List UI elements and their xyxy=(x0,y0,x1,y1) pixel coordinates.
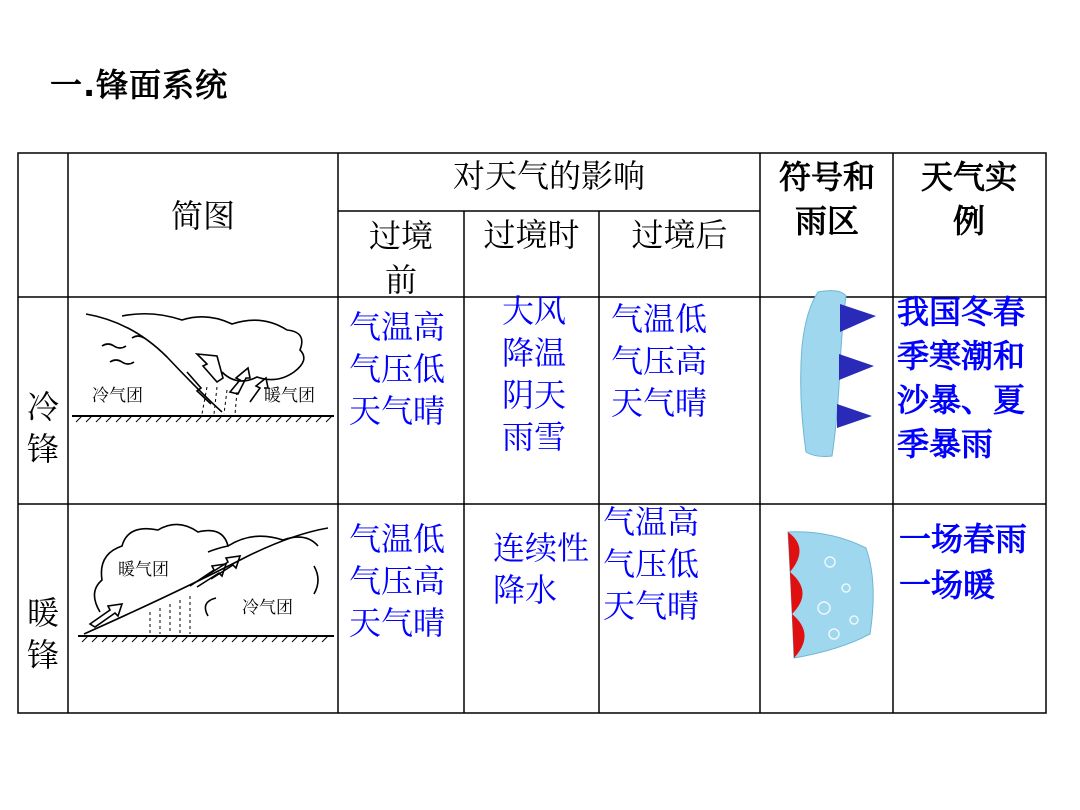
cold-front-symbol xyxy=(792,286,886,462)
cold-after-line-2: 气压高 xyxy=(611,342,708,380)
warm-example-line-1: 一场春雨 xyxy=(899,520,1028,558)
warm-front-during xyxy=(493,527,599,611)
cold-before-line-3: 天气晴 xyxy=(349,392,446,430)
page-title: 一.锋面系统 xyxy=(50,66,229,104)
warm-front-symbol xyxy=(770,522,886,666)
cold-after-line-3: 天气晴 xyxy=(611,384,708,422)
cold-during-line-2: 降温 xyxy=(501,334,566,372)
warm-after-line-3: 天气晴 xyxy=(603,587,700,625)
warm-front-example xyxy=(899,516,1045,608)
warm-before-line-1: 气温低 xyxy=(349,520,446,558)
cold-front-warm-mass-label: 暖气团 xyxy=(264,386,315,406)
cold-during-line-3: 阴天 xyxy=(501,376,566,414)
warm-during-line-2: 降水 xyxy=(493,571,558,609)
cold-front-after xyxy=(611,298,751,424)
row-name-warm-front: 暖锋 xyxy=(26,594,59,674)
warm-after-line-2: 气压低 xyxy=(603,545,700,583)
cold-example-line-4: 季暴雨 xyxy=(897,425,994,463)
warm-during-line-1: 连续性 xyxy=(493,529,590,567)
warm-front-cold-mass-label: 冷气团 xyxy=(242,598,293,618)
cold-after-line-1: 气温低 xyxy=(611,300,708,338)
cold-front-example xyxy=(897,290,1043,466)
warm-before-line-3: 天气晴 xyxy=(349,604,446,642)
header-after: 过境后 xyxy=(631,216,728,254)
warm-before-line-2: 气压高 xyxy=(349,562,446,600)
warm-front-before xyxy=(349,518,461,644)
header-diagram: 简图 xyxy=(170,197,235,235)
cold-example-line-3: 沙暴、夏 xyxy=(897,381,1026,419)
cold-example-line-2: 季寒潮和 xyxy=(897,337,1026,375)
cold-during-line-1: 大风 xyxy=(501,292,566,330)
warm-after-line-1: 气温高 xyxy=(603,503,700,541)
warm-front-after xyxy=(603,501,753,627)
header-symbol: 符号和雨区 xyxy=(778,158,875,240)
warm-example-line-2: 一场暖 xyxy=(899,566,996,604)
header-before: 过境前 xyxy=(368,217,433,299)
warm-front-diagram xyxy=(78,512,334,652)
header-during: 过境时 xyxy=(483,216,580,254)
header-example: 天气实例 xyxy=(920,158,1017,240)
cold-before-line-1: 气温高 xyxy=(349,308,446,346)
cold-example-line-1: 我国冬春 xyxy=(897,293,1026,331)
cold-front-diagram xyxy=(72,302,334,432)
cold-during-line-4: 雨雪 xyxy=(501,418,566,456)
header-influence: 对天气的影响 xyxy=(452,157,645,195)
cold-front-cold-mass-label: 冷气团 xyxy=(92,386,143,406)
row-name-cold-front: 冷锋 xyxy=(26,388,59,468)
cold-before-line-2: 气压低 xyxy=(349,350,446,388)
cold-front-during xyxy=(479,290,589,458)
cold-front-before xyxy=(349,306,461,432)
warm-front-warm-mass-label: 暖气团 xyxy=(118,560,169,580)
